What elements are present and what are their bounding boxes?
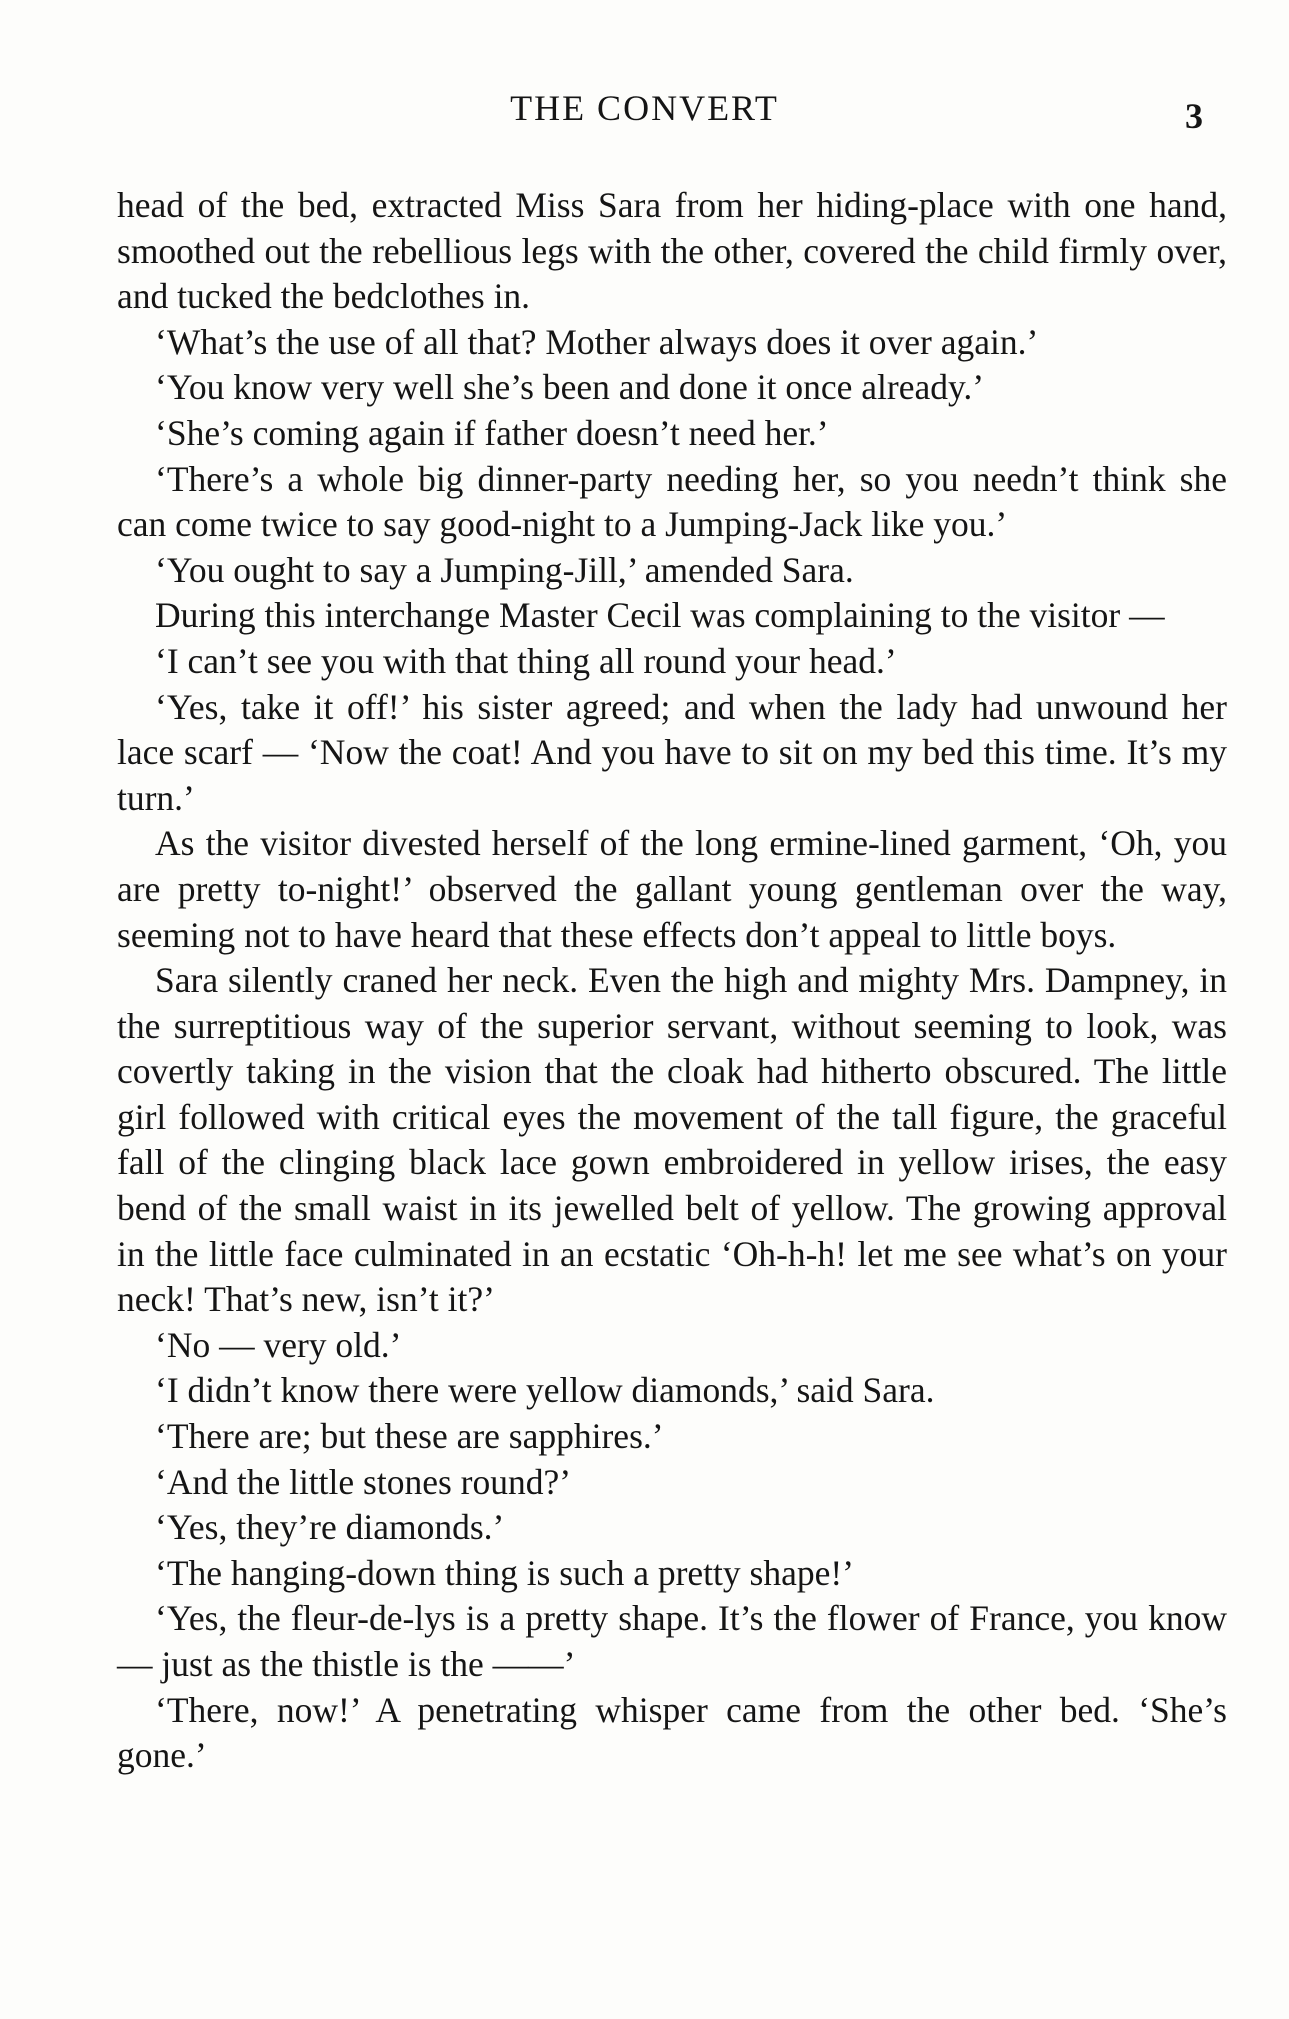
paragraph: ‘The hanging-down thing is such a pretty shape!’ [155, 1552, 854, 1593]
paragraph: ‘You know very well she’s been and done it once already.’ [155, 367, 985, 408]
running-head: THE CONVERT [510, 88, 779, 128]
paragraph: ‘I didn’t know there were yellow diamonds,’ said Sara. [155, 1370, 935, 1411]
paragraph: Sara silently craned her neck. Even the high and mighty Mrs. Dampney, in the surreptitious way of the superior servant, without seeming to look, was covertly taking in the vision that the cloak had hitherto obscured. The little girl followed with critical eyes the movement of the tall figure, the graceful fall of the clinging black lace gown embroidered in yellow irises, the easy bend of the small waist in its jewelled belt of yellow. The growing approval in the little face culminated in an ecstatic ‘Oh-h-h! let me see what’s on your neck! That’s new, isn’t it?’ [117, 960, 1227, 1320]
paragraph: ‘Yes, take it off!’ his sister agreed; and when the lady had unwound her lace scarf — ‘Now the coat! And you have to sit on my bed this time. It’s my turn.’ [117, 686, 1227, 818]
paragraph: During this interchange Master Cecil was complaining to the visitor — [155, 595, 1165, 636]
paragraph: ‘There’s a whole big dinner-party needing her, so you needn’t think she can come twice to say good-night to a Jumping-Jack like you.’ [117, 458, 1227, 545]
paragraph: ‘No — very old.’ [155, 1324, 402, 1365]
page-number: 3 [1185, 96, 1203, 136]
paragraph: ‘There are; but these are sapphires.’ [155, 1416, 664, 1457]
paragraph: ‘I can’t see you with that thing all round your head.’ [155, 640, 897, 681]
paragraph: ‘There, now!’ A penetrating whisper came from the other bed. ‘She’s gone.’ [117, 1689, 1227, 1776]
paragraph: As the visitor divested herself of the long ermine-lined garment, ‘Oh, you are pretty to-night!’ observed the gallant young gentleman over the way, seeming not to have heard that these effects don’t appeal to little boys. [117, 823, 1227, 955]
body-text [117, 183, 1227, 1779]
paragraph: ‘Yes, the fleur-de-lys is a pretty shape. It’s the flower of France, you know — just as the thistle is the ——’ [117, 1598, 1227, 1684]
paragraph: ‘And the little stones round?’ [155, 1461, 572, 1502]
paragraph: ‘What’s the use of all that? Mother always does it over again.’ [155, 321, 1039, 362]
paragraph: ‘Yes, they’re diamonds.’ [155, 1507, 505, 1548]
paragraph: ‘You ought to say a Jumping-Jill,’ amended Sara. [155, 549, 854, 590]
paragraph: ‘She’s coming again if father doesn’t need her.’ [155, 412, 829, 453]
paragraph: head of the bed, extracted Miss Sara from her hiding-place with one hand, smoothed out the rebellious legs with the other, covered the child firmly over, and tucked the bedclothes in. [117, 185, 1227, 317]
